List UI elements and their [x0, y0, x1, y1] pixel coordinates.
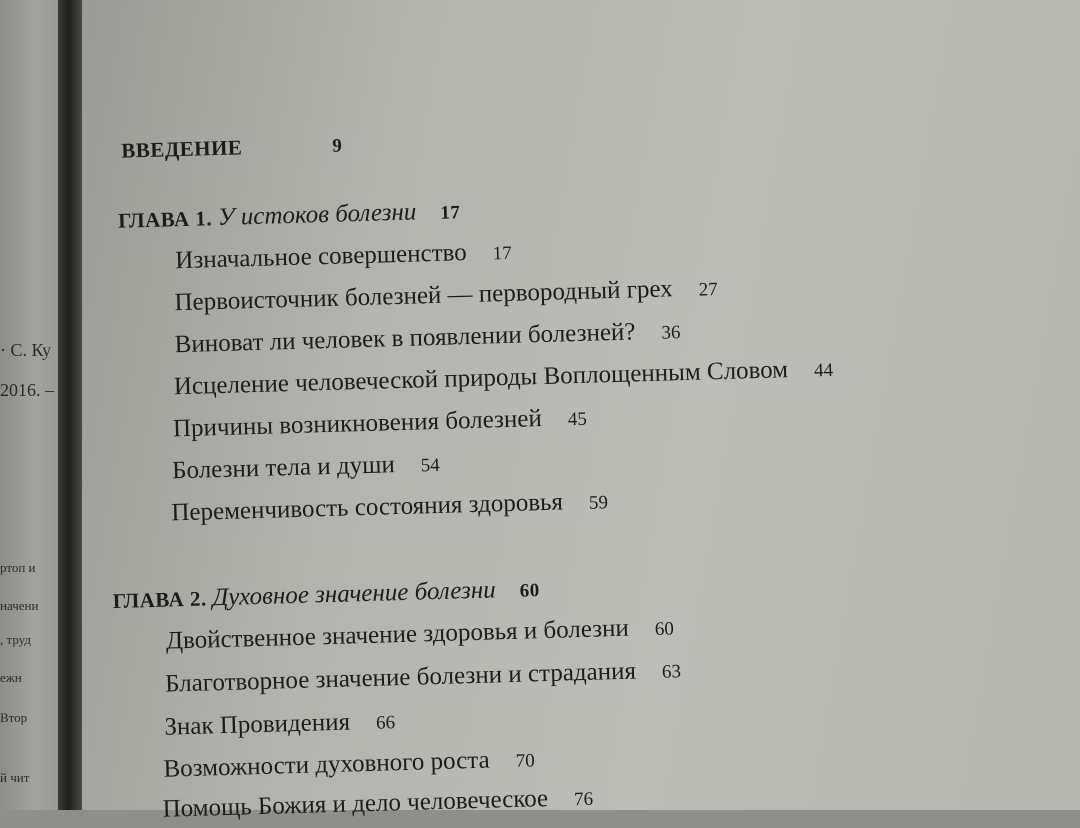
entry-title: Двойственное значение здоровья и болезни: [165, 614, 630, 655]
margin-fragment: ежн: [0, 670, 22, 685]
entry-page-number: 76: [573, 788, 594, 811]
toc-entry: [166, 613, 675, 655]
entry-title: Первоисточник болезней — первородный грех: [174, 275, 674, 317]
margin-fragment: · С. Ку: [0, 340, 52, 360]
toc-entry: [163, 745, 535, 783]
entry-page-number: 60: [654, 618, 675, 640]
entry-page-number: 36: [661, 322, 681, 344]
entry-page-number: 59: [588, 492, 609, 514]
chapter-title: Духовное значение болезни: [212, 576, 497, 612]
entry-title: Болезни тела и души: [171, 451, 396, 485]
entry-title: Возможности духовного роста: [163, 746, 490, 783]
entry-page-number: 27: [698, 279, 719, 301]
toc-entry: [164, 707, 395, 741]
toc-entry: [171, 487, 608, 527]
intro-page-number: 9: [332, 135, 343, 157]
chapter-label: ГЛАВА 1.: [117, 206, 213, 233]
entry-title: Благотворное значение болезни и страдания: [164, 657, 637, 698]
chapter-label: ГЛАВА 2.: [112, 586, 207, 614]
chapter-1-heading: [118, 197, 461, 235]
toc-entry: [174, 317, 681, 359]
entry-title: Помощь Божия и дело человеческое: [162, 785, 549, 823]
entry-page-number: 44: [813, 359, 834, 382]
entry-title: Переменчивость состояния здоровья: [171, 488, 564, 527]
intro-label: ВВЕДЕНИЕ: [120, 135, 243, 163]
chapter-page-number: 60: [519, 580, 541, 602]
entry-page-number: 66: [375, 712, 396, 734]
entry-title: Изначальное совершенство: [174, 239, 468, 275]
toc-entry: [165, 656, 681, 698]
entry-title: Причины возникновения болезней: [172, 405, 543, 443]
toc-entry: [173, 355, 833, 401]
entry-page-number: 17: [492, 242, 513, 265]
entry-title: Исцеление человеческой природы Воплощенным Словом: [173, 356, 789, 401]
entry-page-number: 45: [567, 408, 588, 431]
toc-entry: [173, 404, 587, 444]
margin-fragment: начени: [0, 598, 39, 613]
chapter-title: У истоков болезни: [217, 198, 417, 231]
toc-entry: [174, 274, 718, 317]
toc-entry: [162, 784, 593, 824]
margin-fragment: , труд: [0, 632, 31, 647]
chapter-page-number: 17: [440, 202, 461, 224]
toc-entry: [172, 450, 440, 485]
entry-title: Знак Провидения: [163, 708, 351, 741]
margin-fragment: 2016. –: [0, 380, 54, 400]
margin-fragment: Втор: [0, 710, 28, 725]
toc-entry: [175, 238, 512, 275]
entry-title: Виноват ли человек в появлении болезней?: [174, 318, 636, 359]
toc-intro: [121, 133, 343, 164]
margin-fragment: ртоп и: [0, 560, 36, 575]
margin-fragment: й чит: [0, 770, 30, 785]
entry-page-number: 63: [661, 661, 682, 683]
chapter-2-heading: [112, 575, 540, 615]
entry-page-number: 70: [515, 750, 535, 772]
entry-page-number: 54: [420, 454, 441, 477]
